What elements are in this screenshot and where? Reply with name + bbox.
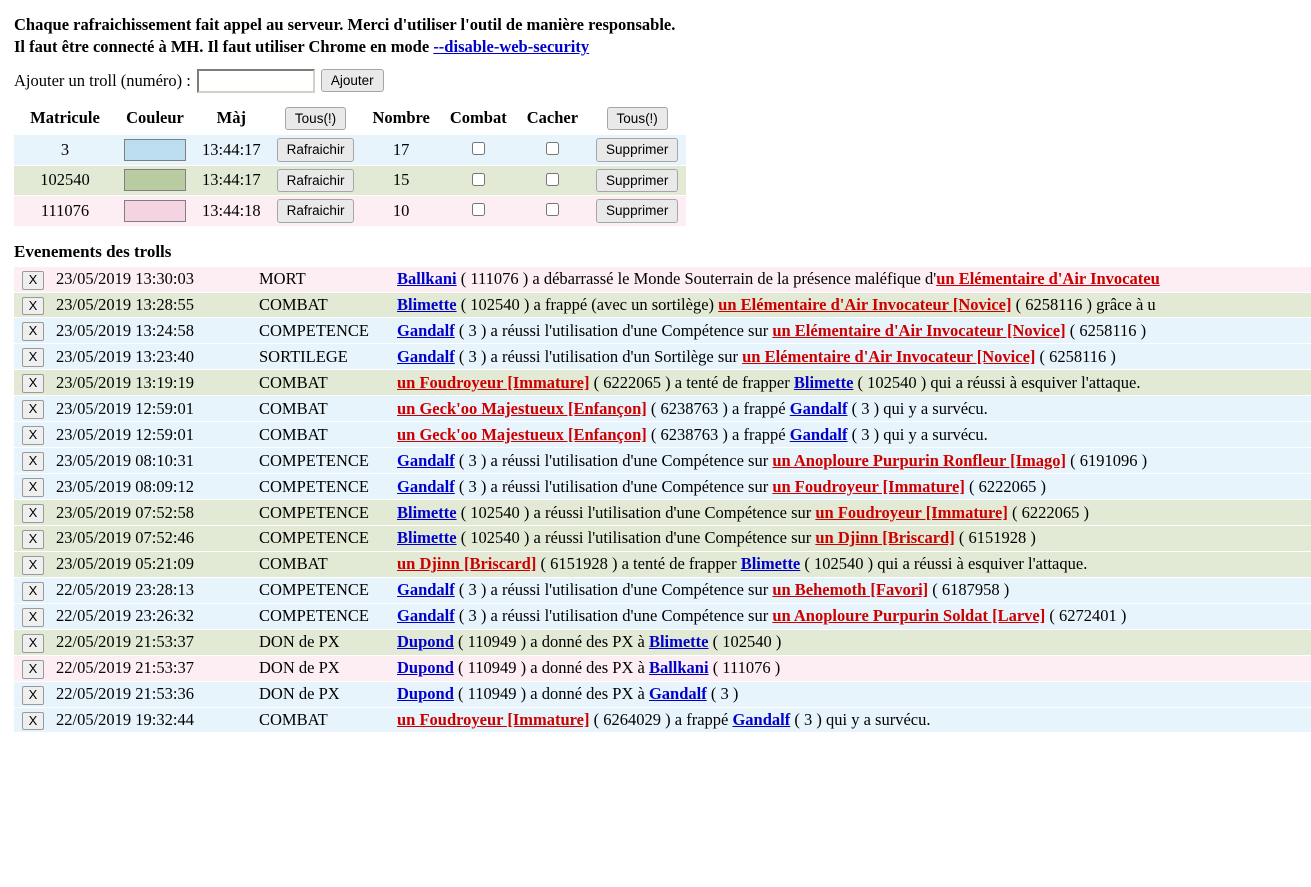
header-cacher: Cacher [526,108,579,128]
event-date: 23/05/2019 05:21:09 [52,551,255,577]
event-delete-button[interactable]: X [22,582,45,601]
troll-link[interactable]: Blimette [740,554,801,574]
event-row [14,448,1311,474]
monster-link[interactable]: un Djinn [Briscard] [397,554,537,574]
event-type: SORTILEGE [255,344,393,370]
event-type: COMPETENCE [255,603,393,629]
event-delete-cell [14,422,52,448]
event-date: 22/05/2019 21:53:37 [52,655,255,681]
event-description: Gandalf ( 3 ) a réussi l'utilisation d'une Compétence sur un Foudroyeur [Immature] ( 6222065 ) [393,474,1311,500]
event-type: COMPETENCE [255,474,393,500]
troll-link[interactable]: Gandalf [397,476,455,496]
cacher-checkbox[interactable] [546,203,559,216]
event-delete-cell [14,318,52,344]
troll-refresh-cell [269,135,363,166]
event-delete-cell [14,474,52,500]
events-title: Evenements des trolls [14,241,172,261]
monster-link[interactable]: un Foudroyeur [Immature] [815,502,1008,522]
troll-event-count: 17 [362,135,439,166]
event-description: Dupond ( 110949 ) a donné des PX à Blimette ( 102540 ) [393,629,1311,655]
combat-checkbox[interactable] [472,203,485,216]
event-description: Dupond ( 110949 ) a donné des PX à Gandalf ( 3 ) [393,681,1311,707]
monster-link[interactable]: un Elémentaire d'Air Invocateur [Novice] [718,295,1012,314]
event-date: 23/05/2019 08:09:12 [52,474,255,500]
event-type: DON de PX [255,655,393,681]
monster-link[interactable]: un Elémentaire d'Air Invocateur [Novice] [772,320,1066,340]
troll-link[interactable]: Gandalf [789,424,848,444]
refresh-button[interactable]: Rafraichir [277,199,355,223]
event-row [14,577,1311,603]
header-maj: Màj [216,108,246,128]
combat-checkbox[interactable] [472,173,485,186]
event-type: COMBAT [255,370,393,396]
event-delete-button[interactable]: X [22,452,45,471]
event-delete-cell [14,525,52,551]
monster-link[interactable]: un Anoploure Purpurin Ronfleur [Imago] [772,450,1067,470]
troll-link[interactable]: Gandalf [397,580,455,600]
event-type: COMBAT [255,396,393,422]
event-delete-cell [14,370,52,396]
event-description: Gandalf ( 3 ) a réussi l'utilisation d'une Compétence sur un Behemoth [Favori] ( 6187958 ) [393,577,1311,603]
event-date: 23/05/2019 13:24:58 [52,318,255,344]
troll-row [14,135,686,166]
event-row [14,292,1311,318]
event-delete-cell [14,681,52,707]
troll-refresh-cell [269,196,363,226]
troll-link[interactable]: Gandalf [397,450,455,470]
troll-link[interactable]: Gandalf [648,684,707,704]
delete-button[interactable]: Supprimer [596,169,678,193]
event-type: COMPETENCE [255,448,393,474]
event-row [14,603,1311,629]
event-description: Gandalf ( 3 ) a réussi l'utilisation d'une Compétence sur un Anoploure Purpurin Soldat [Larve] ( 6272401 ) [393,603,1311,629]
events-table [14,266,1311,733]
event-delete-cell [14,707,52,732]
event-row [14,500,1311,526]
delete-button[interactable]: Supprimer [596,138,678,162]
add-troll-input[interactable] [197,69,315,93]
refresh-button[interactable]: Rafraichir [277,169,355,193]
event-description: un Geck'oo Majestueux [Enfançon] ( 6238763 ) a frappé Gandalf ( 3 ) qui y a survécu. [393,396,1311,422]
event-date: 22/05/2019 19:32:44 [52,707,255,732]
monster-link[interactable]: un Geck'oo Majestueux [Enfançon] [397,424,647,444]
event-delete-cell [14,344,52,370]
troll-link[interactable]: Blimette [397,502,457,522]
event-row [14,525,1311,551]
event-row [14,474,1311,500]
event-date: 22/05/2019 23:28:13 [52,577,255,603]
event-delete-cell [14,448,52,474]
event-description: Dupond ( 110949 ) a donné des PX à Ballkani ( 111076 ) [393,655,1311,681]
troll-delete-cell [588,135,686,166]
troll-link[interactable]: Dupond [397,658,454,678]
event-delete-button[interactable]: X [22,400,45,419]
event-delete-cell [14,396,52,422]
add-troll-label: Ajouter un troll (numéro) : [14,70,191,90]
event-description: Gandalf ( 3 ) a réussi l'utilisation d'un Sortilège sur un Elémentaire d'Air Invocateur [Novice] ( 6258116 ) [393,344,1311,370]
event-row [14,707,1311,732]
event-delete-button[interactable]: X [22,426,45,445]
event-date: 22/05/2019 21:53:37 [52,629,255,655]
monster-link[interactable]: un Geck'oo Majestueux [Enfançon] [397,398,647,418]
troll-matricule: 111076 [14,196,116,226]
trolls-table-header-row [14,105,686,135]
header-combat: Combat [449,108,507,128]
event-type: COMPETENCE [255,500,393,526]
troll-color-cell [116,165,194,196]
event-type: COMPETENCE [255,525,393,551]
event-date: 22/05/2019 21:53:36 [52,681,255,707]
troll-link[interactable]: Dupond [397,632,454,652]
event-row [14,370,1311,396]
troll-combat-cell [440,196,517,226]
notice-line-1: Chaque rafraichissement fait appel au serveur. Merci d'utiliser l'outil de manière responsable. [14,15,676,34]
monster-link[interactable]: un Foudroyeur [Immature] [397,372,590,392]
event-delete-cell [14,551,52,577]
event-date: 23/05/2019 13:19:19 [52,370,255,396]
event-row [14,422,1311,448]
event-type: COMBAT [255,551,393,577]
event-type: MORT [255,266,393,292]
monster-link[interactable]: un Elémentaire d'Air Invocateu [936,269,1160,289]
cacher-checkbox[interactable] [546,173,559,186]
troll-link[interactable]: Ballkani [397,269,457,289]
event-description: un Djinn [Briscard] ( 6151928 ) a tenté de frapper Blimette ( 102540 ) qui a réussi à esquiver l'attaque. [393,551,1311,577]
refresh-button[interactable]: Rafraichir [277,138,355,162]
event-description: un Foudroyeur [Immature] ( 6264029 ) a frappé Gandalf ( 3 ) qui y a survécu. [393,707,1311,732]
troll-refresh-cell [269,165,363,196]
event-delete-button[interactable]: X [22,374,45,393]
disable-web-security-link[interactable]: --disable-web-security [433,37,590,57]
monster-link[interactable]: un Behemoth [Favori] [772,580,929,600]
event-row [14,655,1311,681]
troll-link[interactable]: Blimette [648,632,709,652]
event-type: DON de PX [255,681,393,707]
monster-link[interactable]: un Foudroyeur [Immature] [397,710,590,729]
event-date: 23/05/2019 12:59:01 [52,422,255,448]
troll-link[interactable]: Blimette [793,372,854,392]
troll-maj-time: 13:44:17 [194,165,269,196]
troll-cacher-cell [517,135,588,166]
troll-matricule: 102540 [14,165,116,196]
header-nombre: Nombre [372,108,430,128]
events-table-body [14,266,1311,732]
troll-event-count: 15 [362,165,439,196]
event-delete-button[interactable]: X [22,348,45,367]
color-swatch[interactable] [124,169,186,191]
troll-combat-cell [440,135,517,166]
event-date: 23/05/2019 13:30:03 [52,266,255,292]
event-type: DON de PX [255,629,393,655]
event-delete-cell [14,655,52,681]
troll-delete-cell [588,196,686,226]
event-row [14,344,1311,370]
event-row [14,318,1311,344]
troll-link[interactable]: Blimette [397,295,457,314]
troll-delete-cell [588,165,686,196]
event-delete-cell [14,500,52,526]
monster-link[interactable]: un Foudroyeur [Immature] [772,476,965,496]
event-delete-button[interactable]: X [22,660,45,679]
event-delete-button[interactable]: X [22,297,45,316]
event-delete-button[interactable]: X [22,504,45,523]
event-row [14,266,1311,292]
event-row [14,396,1311,422]
refresh-all-button[interactable]: Tous(!) [285,107,346,131]
notice-line-2 [14,36,1311,58]
add-troll-button[interactable]: Ajouter [321,69,384,93]
event-delete-cell [14,629,52,655]
event-description: Blimette ( 102540 ) a réussi l'utilisation d'une Compétence sur un Foudroyeur [Immature] ( 6222065 ) [393,500,1311,526]
event-type: COMBAT [255,292,393,318]
event-date: 23/05/2019 13:28:55 [52,292,255,318]
event-date: 23/05/2019 08:10:31 [52,448,255,474]
troll-link[interactable]: Gandalf [397,346,455,366]
troll-link[interactable]: Gandalf [789,398,848,418]
event-delete-cell [14,292,52,318]
event-delete-cell [14,577,52,603]
color-swatch[interactable] [124,139,186,161]
trolls-table-body [14,135,686,226]
event-delete-button[interactable]: X [22,271,45,290]
troll-color-cell [116,135,194,166]
header-refresh-all-cell [269,105,363,135]
troll-matricule: 3 [14,135,116,166]
add-troll-row [0,59,1311,93]
event-description: Blimette ( 102540 ) a réussi l'utilisation d'une Compétence sur un Djinn [Briscard] ( 6151928 ) [393,525,1311,551]
event-type: COMBAT [255,422,393,448]
header-couleur: Couleur [126,108,184,128]
event-delete-button[interactable]: X [22,556,45,575]
troll-event-count: 10 [362,196,439,226]
troll-link[interactable]: Gandalf [732,710,791,729]
event-delete-button[interactable]: X [22,530,45,549]
notice-banner [0,0,1311,59]
troll-color-cell [116,196,194,226]
event-row [14,551,1311,577]
monster-link[interactable]: un Anoploure Purpurin Soldat [Larve] [772,606,1046,626]
event-row [14,681,1311,707]
header-matricule: Matricule [30,108,100,128]
monster-link[interactable]: un Djinn [Briscard] [815,528,955,548]
combat-checkbox[interactable] [472,142,485,155]
event-delete-button[interactable]: X [22,322,45,341]
troll-link[interactable]: Ballkani [648,658,709,678]
event-delete-cell [14,603,52,629]
monster-link[interactable]: un Elémentaire d'Air Invocateur [Novice] [742,346,1036,366]
troll-cacher-cell [517,165,588,196]
event-date: 22/05/2019 23:26:32 [52,603,255,629]
event-delete-cell [14,266,52,292]
notice-line-2-text: Il faut être connecté à MH. Il faut utiliser Chrome en mode [14,37,434,57]
event-delete-button[interactable]: X [22,712,45,731]
event-description: un Foudroyeur [Immature] ( 6222065 ) a tenté de frapper Blimette ( 102540 ) qui a réussi à esquiver l'attaque. [393,370,1311,396]
color-swatch[interactable] [124,200,186,222]
troll-link[interactable]: Blimette [397,528,457,548]
event-type: COMPETENCE [255,318,393,344]
troll-row [14,196,686,226]
event-row [14,629,1311,655]
troll-combat-cell [440,165,517,196]
event-type: COMPETENCE [255,577,393,603]
troll-maj-time: 13:44:17 [194,135,269,166]
event-description: Ballkani ( 111076 ) a débarrassé le Monde Souterrain de la présence maléfique d'un Elémentaire d'Air Invocateu [393,266,1311,292]
event-delete-button[interactable]: X [22,686,45,705]
event-delete-button[interactable]: X [22,634,45,653]
troll-cacher-cell [517,196,588,226]
event-date: 23/05/2019 13:23:40 [52,344,255,370]
delete-button[interactable]: Supprimer [596,199,678,223]
event-description: Gandalf ( 3 ) a réussi l'utilisation d'une Compétence sur un Elémentaire d'Air Invocateur [Novice] ( 6258116 ) [393,318,1311,344]
troll-maj-time: 13:44:18 [194,196,269,226]
troll-link[interactable]: Gandalf [397,320,455,340]
trolls-table [14,105,686,226]
troll-row [14,165,686,196]
troll-link[interactable]: Gandalf [397,606,455,626]
header-hide-all-cell [588,105,686,135]
event-description: un Geck'oo Majestueux [Enfançon] ( 6238763 ) a frappé Gandalf ( 3 ) qui y a survécu. [393,422,1311,448]
event-description: Blimette ( 102540 ) a frappé (avec un sortilège) un Elémentaire d'Air Invocateur [Novice] ( 6258116 ) grâce à u [393,292,1311,318]
event-delete-button[interactable]: X [22,608,45,627]
event-description: Gandalf ( 3 ) a réussi l'utilisation d'une Compétence sur un Anoploure Purpurin Ronfleur [Imago] ( 6191096 ) [393,448,1311,474]
event-date: 23/05/2019 07:52:46 [52,525,255,551]
cacher-checkbox[interactable] [546,142,559,155]
hide-all-button[interactable]: Tous(!) [607,107,668,131]
troll-link[interactable]: Dupond [397,684,454,704]
event-date: 23/05/2019 12:59:01 [52,396,255,422]
event-date: 23/05/2019 07:52:58 [52,500,255,526]
event-delete-button[interactable]: X [22,478,45,497]
event-type: COMBAT [255,707,393,732]
